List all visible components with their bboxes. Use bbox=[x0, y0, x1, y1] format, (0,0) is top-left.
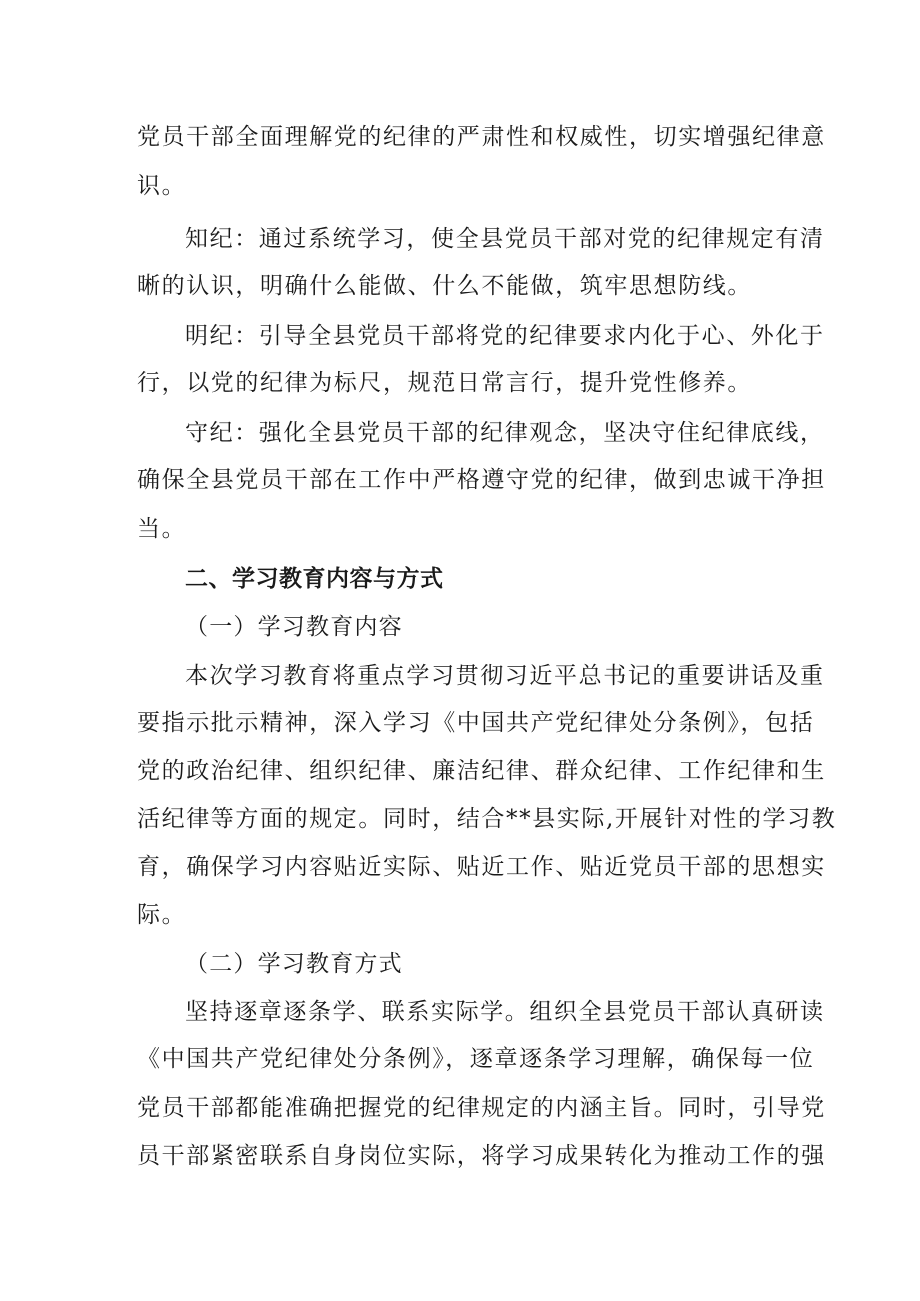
paragraph-line: 党的政治纪律、组织纪律、廉洁纪律、群众纪律、工作纪律和生 bbox=[137, 758, 826, 784]
paragraph-line: 际。 bbox=[137, 902, 187, 928]
paragraph-line: 当。 bbox=[137, 516, 187, 542]
paragraph-line: 育，确保学习内容贴近实际、贴近工作、贴近党员干部的思想实 bbox=[137, 854, 826, 880]
paragraph-line-zhiji: 知纪：通过系统学习，使全县党员干部对党的纪律规定有清 bbox=[185, 226, 825, 252]
paragraph-line: 本次学习教育将重点学习贯彻习近平总书记的重要讲话及重 bbox=[185, 663, 825, 689]
paragraph-line: 活纪律等方面的规定。同时，结合**县实际,开展针对性的学习教 bbox=[137, 806, 837, 832]
subsection-heading: （二）学习教育方式 bbox=[185, 951, 403, 977]
paragraph-line: 确保全县党员干部在工作中严格遵守党的纪律，做到忠诚干净担 bbox=[137, 467, 826, 493]
subsection-heading: （一）学习教育内容 bbox=[185, 614, 403, 640]
paragraph-line: 坚持逐章逐条学、联系实际学。组织全县党员干部认真研读 bbox=[185, 999, 825, 1025]
paragraph-line: 党员干部都能准确把握党的纪律规定的内涵主旨。同时，引导党 bbox=[137, 1095, 826, 1121]
section-heading: 二、学习教育内容与方式 bbox=[185, 566, 444, 592]
paragraph-line: 《中国共产党纪律处分条例》，逐章逐条学习理解，确保每一位 bbox=[137, 1046, 815, 1072]
paragraph-line: 员干部紧密联系自身岗位实际，将学习成果转化为推动工作的强 bbox=[137, 1143, 826, 1169]
paragraph-line: 行，以党的纪律为标尺，规范日常言行，提升党性修养。 bbox=[137, 370, 752, 396]
paragraph-line: 要指示批示精神，深入学习《中国共产党纪律处分条例》，包括 bbox=[137, 710, 815, 736]
paragraph-line-mingji: 明纪：引导全县党员干部将党的纪律要求内化于心、外化于 bbox=[185, 323, 825, 349]
paragraph-line: 党员干部全面理解党的纪律的严肃性和权威性，切实增强纪律意 bbox=[137, 124, 826, 150]
paragraph-line: 晰的认识，明确什么能做、什么不能做，筑牢思想防线。 bbox=[137, 273, 752, 299]
paragraph-line: 识。 bbox=[137, 173, 187, 199]
paragraph-line-shouji: 守纪：强化全县党员干部的纪律观念，坚决守住纪律底线， bbox=[185, 420, 825, 446]
